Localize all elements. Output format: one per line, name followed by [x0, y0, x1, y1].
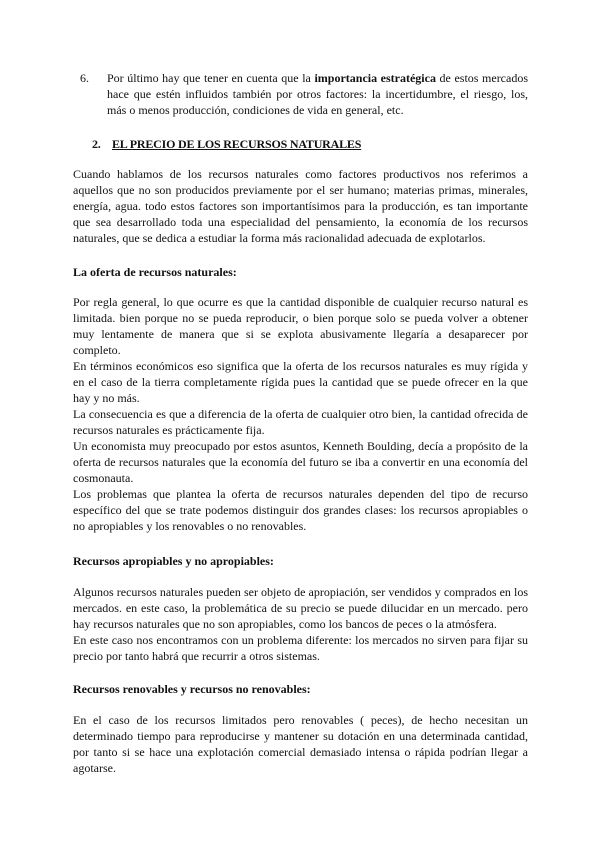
subheading-renovables: Recursos renovables y recursos no renovables:: [73, 682, 311, 696]
intro-paragraph: [73, 166, 528, 246]
paragraph: Algunos recursos naturales pueden ser objeto de apropiación, ser vendidos y comprados en los mercados. en este caso, la problemática de su precio se puede dilucidar en un mercado. pero hay recursos naturales que no son apropiables, como los bancos de peces o la atmósfera.: [73, 585, 528, 631]
paragraph: En el caso de los recursos limitados pero renovables ( peces), de hecho necesitan un determinado tiempo para reproducirse y mantener su dotación en una determinada cantidad, por tanto si se hace una explotación comercial demasiado intensa o rápida podrían llegar a agotarse.: [73, 713, 528, 775]
paragraph: Cuando hablamos de los recursos naturales como factores productivos nos referimos a aquellos que no son producidos previamente por el ser humano; materias primas, minerales, energía, agua. todo estos factores son importantísimos para la producción, es tan importante que sea desarrollado toda una especialidad del pensamiento, la economía de los recursos naturales, que se dedica a estudiar la forma más racionalidad adecuada de explotarlos.: [73, 167, 528, 245]
paragraph: La consecuencia es que a diferencia de la oferta de cualquier otro bien, la cantidad ofrecida de recursos naturales es prácticamente fija.: [73, 407, 528, 437]
subheading-apropiables: Recursos apropiables y no apropiables:: [73, 554, 274, 568]
list-item-text: [107, 70, 528, 118]
bold-phrase: importancia estratégica: [314, 71, 436, 85]
list-text-start: Por último hay que tener en cuenta que la: [107, 71, 315, 85]
oferta-body: [73, 294, 528, 534]
paragraph: En este caso nos encontramos con un problema diferente: los mercados no sirven para fijar su precio por tanto habrá que recurrir a otros sistemas.: [73, 633, 528, 663]
paragraph: En términos económicos eso significa que la oferta de los recursos naturales es muy rígida y en el caso de la tierra completamente rígida pues la cantidad que se puede ofrecer en la que hay y no más.: [73, 359, 528, 405]
section-heading: [92, 136, 361, 152]
section-number: 2.: [92, 137, 101, 151]
subheading-oferta: La oferta de recursos naturales:: [73, 265, 237, 279]
apropiables-body: [73, 584, 528, 664]
paragraph: Los problemas que plantea la oferta de recursos naturales dependen del tipo de recurso específico del que se trate podemos distinguir dos grandes clases: los recursos apropiables o no apropiables y los renovables o no renovables.: [73, 487, 528, 533]
renovables-body: [73, 712, 528, 776]
paragraph: Por regla general, lo que ocurre es que la cantidad disponible de cualquier recurso natural es limitada. bien porque no se pueda reproducir, o bien porque solo se pueda volver a obtener muy lentamente de manera que si se explota abusivamente llegaría a desaparecer por completo.: [73, 295, 528, 357]
paragraph: Un economista muy preocupado por estos asuntos, Kenneth Boulding, decía a propósito de la oferta de recursos naturales que la economía del futuro se iba a convertir en una economía del cosmonauta.: [73, 439, 528, 485]
section-title: EL PRECIO DE LOS RECURSOS NATURALES: [112, 137, 362, 151]
list-text-end: de estos mercados hace que estén influidos también por otros factores: la incertidumbre, el riesgo, los, más o menos producción, condiciones de vida en general, etc.: [107, 71, 529, 117]
list-number: 6.: [80, 71, 89, 85]
